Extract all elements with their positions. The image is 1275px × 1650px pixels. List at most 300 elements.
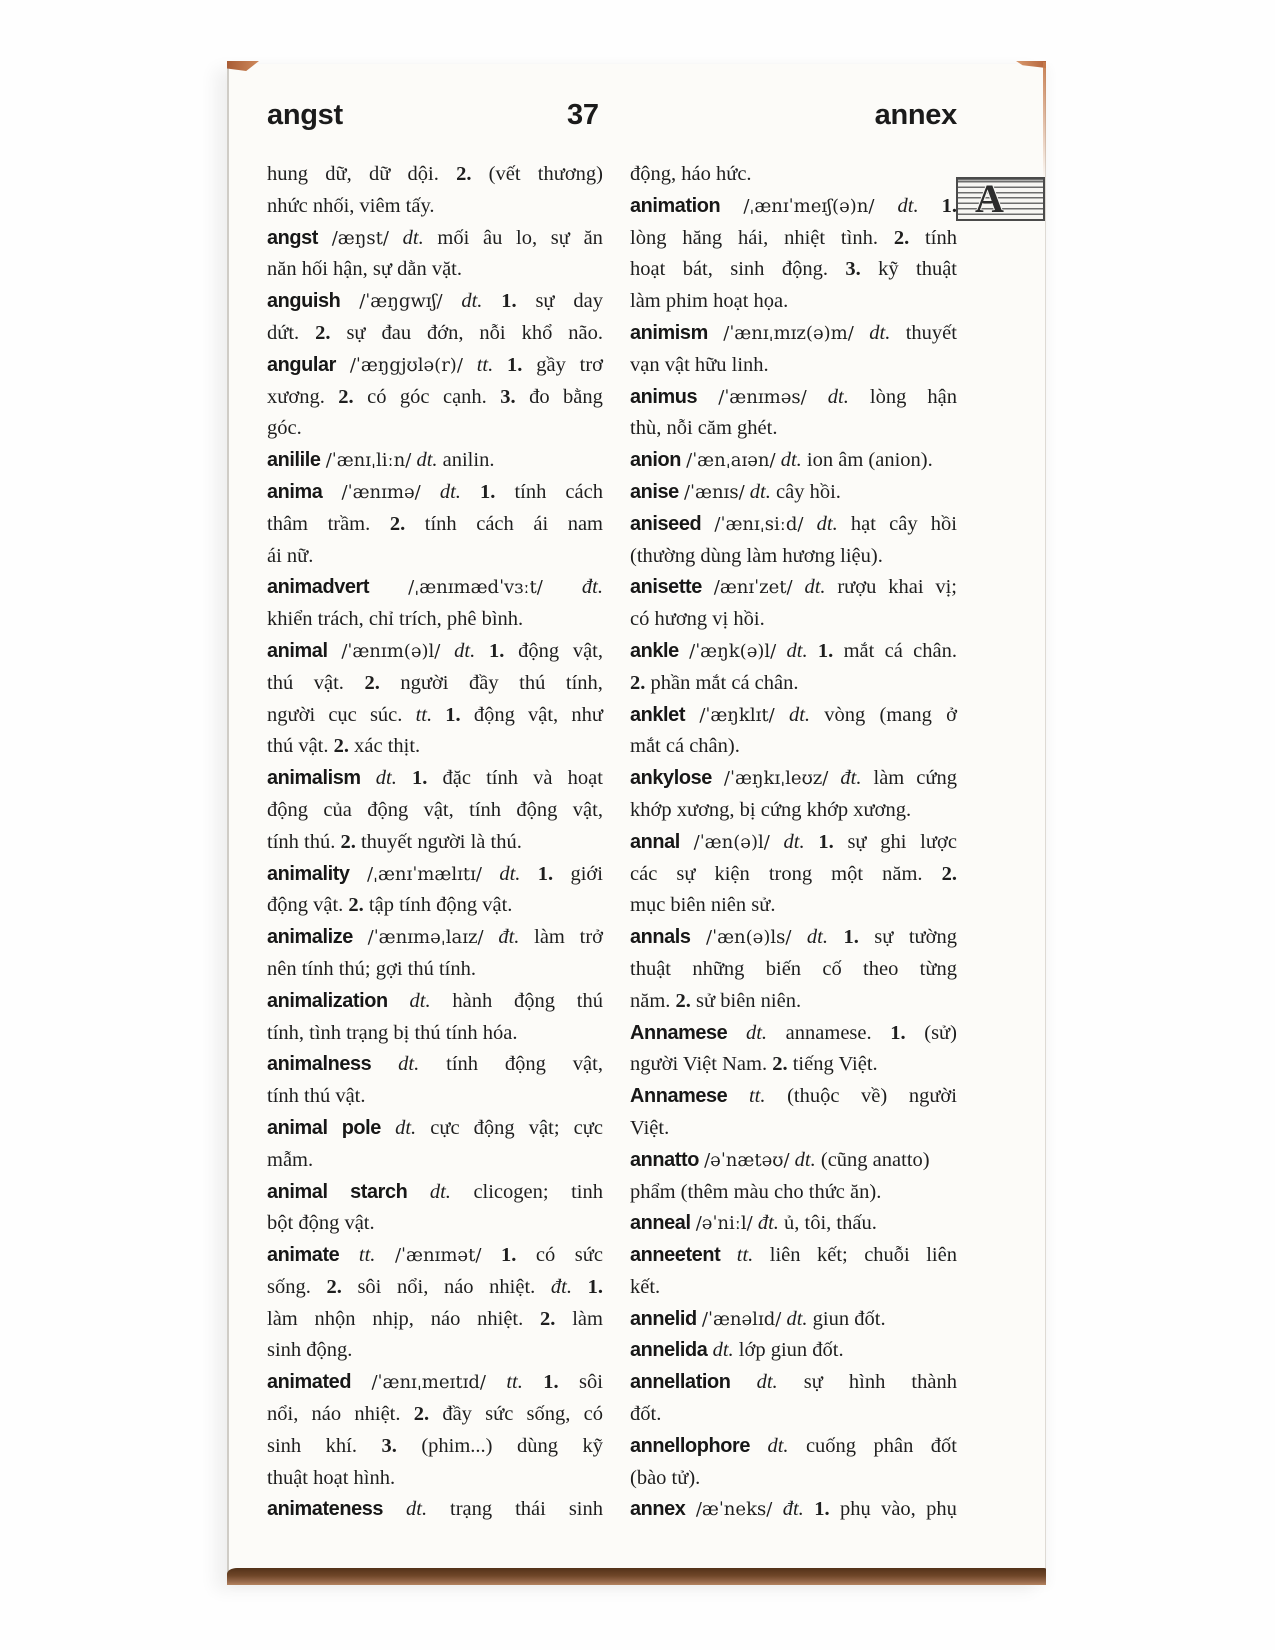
text-segment: 2. [333, 735, 349, 758]
text-segment: mắt [843, 639, 875, 662]
text-segment: người [400, 671, 449, 694]
text-segment: đầy [442, 1403, 472, 1426]
text-segment: 2. [630, 671, 646, 694]
text-segment: đớn, [427, 321, 464, 344]
text-segment: lo, [516, 226, 538, 249]
text-segment: trở [579, 926, 603, 949]
text-segment: sử biên niên. [696, 989, 802, 1012]
dictionary-line [630, 1049, 957, 1081]
text-segment: theo [863, 957, 899, 980]
text-segment: dt. [788, 703, 811, 726]
text-segment: động vật. [267, 894, 344, 917]
text-segment: giới [570, 862, 603, 885]
dictionary-line [630, 382, 957, 414]
dictionary-line [267, 1431, 603, 1463]
text-segment: những [692, 957, 745, 980]
text-segment: góc [399, 385, 430, 408]
dictionary-line [267, 318, 603, 350]
text-segment: 1. [488, 639, 505, 662]
dictionary-line [267, 477, 603, 509]
dictionary-line [630, 413, 957, 445]
headword: animal [267, 1116, 328, 1139]
text-segment: tiếng Việt. [792, 1053, 878, 1076]
text-segment: gầy [536, 353, 566, 376]
text-segment: cuống [805, 1434, 857, 1457]
text-segment: sinh [267, 1434, 302, 1457]
dictionary-line [267, 795, 603, 827]
text-segment: /ˈænɪˌsiːd/ [714, 513, 804, 535]
text-segment: cạnh. [442, 385, 487, 408]
text-segment: 2. [413, 1403, 430, 1426]
dictionary-line [267, 890, 603, 922]
text-segment: sự [676, 862, 696, 885]
dictionary-line [630, 859, 957, 891]
text-segment: đt. [840, 767, 862, 790]
text-segment: 2. [338, 385, 354, 408]
dictionary-line [267, 1240, 603, 1272]
text-segment: nhiệt [784, 226, 826, 249]
text-segment: làm [267, 1307, 298, 1330]
text-segment: mắt cá chân). [630, 735, 740, 758]
text-segment: khí. [325, 1434, 357, 1457]
text-segment: phần mắt cá chân. [650, 671, 799, 694]
text-segment: 1. [445, 703, 461, 726]
dictionary-line [630, 572, 957, 604]
headword: animal [267, 639, 328, 662]
text-segment: làm [873, 767, 905, 790]
dictionary-line [267, 159, 603, 191]
headword: animadvert [267, 576, 370, 599]
text-segment: náo [430, 1307, 461, 1330]
headword: annal [630, 830, 680, 853]
dictionary-line [267, 1049, 603, 1081]
dictionary-line [630, 318, 957, 350]
text-segment: cực [573, 1116, 603, 1139]
dictionary-line [630, 509, 957, 541]
dictionary-line [630, 1494, 957, 1526]
text-segment: 2. [389, 512, 406, 535]
text-segment: có hương vị hồi. [630, 608, 765, 631]
text-segment: 1. [479, 480, 496, 503]
text-segment: khai [888, 576, 924, 599]
guideword-right: annex [874, 99, 957, 131]
text-segment: năm. [630, 989, 671, 1012]
dictionary-line [267, 1018, 603, 1050]
text-segment: 2. [772, 1053, 788, 1076]
text-segment: hình [848, 1371, 886, 1394]
text-segment: dt. [375, 767, 397, 790]
text-segment: sức [485, 1403, 514, 1426]
text-segment: dt. [461, 290, 483, 313]
text-segment: 2. [315, 321, 331, 344]
text-segment: mục biên niên sử. [630, 894, 776, 917]
dictionary-line [630, 636, 957, 668]
text-segment: biến [765, 957, 802, 980]
text-segment: đầy [469, 671, 499, 694]
dictionary-line [267, 731, 603, 763]
text-segment: 1. [814, 1498, 830, 1521]
text-segment: (vết [488, 163, 521, 185]
dictionary-line [630, 159, 957, 191]
text-segment: dt. [416, 449, 438, 472]
text-segment: 3. [845, 258, 861, 281]
text-segment: 1. [843, 926, 859, 949]
text-segment: /ænɪˈzet/ [713, 577, 793, 599]
corner-mark-top-right [1016, 61, 1046, 68]
headword: animated [267, 1371, 352, 1394]
text-segment: day [573, 290, 603, 313]
headword: anise [630, 480, 679, 503]
text-segment: sức [574, 1244, 603, 1267]
text-segment: dt. [398, 1053, 420, 1076]
text-segment: vật, [423, 798, 454, 821]
text-segment: nhịp, [372, 1307, 414, 1330]
text-segment: sự [803, 1371, 823, 1394]
text-segment: sống, [526, 1403, 571, 1426]
dictionary-line [267, 191, 603, 223]
text-segment: /ˈænɪmə/ [341, 481, 421, 503]
text-segment: làm phim hoạt họa. [630, 290, 789, 313]
text-segment: ở [946, 703, 957, 726]
text-segment: vật; [528, 1116, 560, 1139]
text-segment: 1. [941, 194, 957, 217]
text-segment: dt. [745, 1021, 768, 1044]
text-segment: /əˈnætəʊ/ [704, 1149, 790, 1171]
column-right [630, 159, 957, 1526]
text-segment: /ˌænɪmædˈvɜːt/ [408, 577, 543, 599]
text-segment: dt. [712, 1339, 734, 1362]
text-segment: (thuộc [787, 1085, 840, 1108]
dictionary-line [267, 1463, 603, 1495]
text-segment: 2. [941, 862, 957, 885]
text-segment: động. [781, 258, 828, 281]
text-segment: hành [452, 989, 493, 1012]
text-segment: sống. [267, 1275, 311, 1298]
text-segment: mối [437, 226, 470, 249]
text-segment: dt. [402, 226, 424, 249]
headword: animus [630, 385, 698, 408]
text-segment: 1. [587, 1275, 603, 1298]
text-segment: đốt. [630, 1403, 662, 1426]
text-segment: tính [424, 512, 457, 535]
dictionary-line [630, 191, 957, 223]
text-segment: thù, nỗi căm ghét. [630, 417, 778, 440]
dictionary-line [630, 477, 957, 509]
text-segment: tt. [506, 1371, 523, 1394]
text-segment: tính [514, 480, 547, 503]
text-segment: động, háo hức. [630, 163, 752, 185]
text-segment: lòng [630, 226, 667, 249]
headword: animal [267, 1180, 328, 1203]
text-segment: nổi, [397, 1275, 429, 1298]
text-segment: sự [535, 290, 555, 313]
text-segment: thuật [916, 258, 957, 281]
text-segment: các [630, 862, 658, 885]
text-segment: sôi [579, 1371, 603, 1394]
headword: animism [630, 321, 708, 344]
text-segment: tt. [358, 1244, 376, 1267]
running-head [267, 97, 957, 135]
text-segment: dữ, [325, 163, 352, 185]
text-segment: sinh động. [267, 1339, 353, 1362]
text-segment: hung [267, 163, 308, 185]
text-segment: kết. [630, 1275, 661, 1298]
text-segment: sự [346, 321, 366, 344]
text-segment: hoạt [630, 258, 666, 281]
dictionary-line [630, 1431, 957, 1463]
corner-mark-top-left [227, 61, 259, 71]
text-segment: về) [861, 1085, 888, 1108]
text-segment: tính thú vật. [267, 1085, 366, 1108]
text-segment: như [571, 703, 603, 726]
text-segment: dt. [783, 830, 805, 853]
text-segment: khớp xương, bị cứng khớp xương. [630, 798, 912, 821]
text-segment: và [533, 767, 553, 790]
text-segment: liên [769, 1244, 801, 1267]
text-segment: bát, [682, 258, 713, 281]
thumb-index-letter: A [975, 176, 1004, 221]
text-segment: tính [486, 767, 519, 790]
text-segment: /əˈniːl/ [695, 1213, 753, 1235]
text-segment: 1. [507, 353, 523, 376]
text-segment: náo [311, 1403, 342, 1426]
text-segment: phụ [926, 1498, 957, 1521]
text-segment: ăn [583, 226, 603, 249]
text-segment: 1. [543, 1371, 559, 1394]
text-segment: dt. [794, 1148, 816, 1171]
text-segment: dt. [827, 385, 849, 408]
text-segment: có [535, 1244, 556, 1267]
text-segment: hái, [738, 226, 769, 249]
headword: ankylose [630, 767, 712, 790]
text-segment: thương) [537, 163, 603, 185]
text-segment: tính, [565, 671, 603, 694]
text-segment: rượu [837, 576, 877, 599]
text-segment: /æŋst/ [331, 227, 389, 249]
dictionary-line [267, 350, 603, 382]
text-segment: dứt. [267, 321, 300, 344]
dictionary-line [630, 604, 957, 636]
column-left [267, 159, 603, 1526]
dictionary-line [630, 827, 957, 859]
text-segment: 2. [364, 671, 380, 694]
text-segment: trơ [579, 353, 603, 376]
text-segment: đốt [930, 1434, 957, 1457]
text-segment: 2. [893, 226, 910, 249]
text-segment: 3. [381, 1434, 397, 1457]
text-segment: 1. [412, 767, 428, 790]
text-segment: /ˌænɪˈmælɪtɪ/ [366, 863, 482, 885]
dictionary-line [267, 1399, 603, 1431]
dictionary-line [267, 1113, 603, 1145]
text-segment: 2. [340, 830, 356, 853]
dictionary-line [630, 890, 957, 922]
text-segment: đt. [581, 576, 603, 599]
dictionary-line [267, 986, 603, 1018]
text-segment: /ˈæŋk(ə)l/ [689, 640, 777, 662]
text-segment: nỗi [479, 321, 506, 344]
text-segment: tt. [736, 1244, 754, 1267]
headword: anisette [630, 576, 702, 599]
text-segment: dt. [429, 1180, 451, 1203]
headword: angst [267, 226, 319, 249]
text-segment: xác thịt. [354, 735, 421, 758]
headword: animalism [267, 767, 361, 790]
text-segment: vật, [572, 1053, 603, 1076]
text-segment: nên tính thú; gợi thú tính. [267, 957, 477, 980]
text-segment: tinh [571, 1180, 603, 1203]
text-segment: /ˈænɪməˌlaɪz/ [367, 927, 484, 949]
text-segment: chuỗi [864, 1244, 910, 1267]
text-segment: /ˈæn(ə)ls/ [706, 927, 792, 949]
dictionary-line [630, 986, 957, 1018]
dictionary-line [630, 350, 957, 382]
dictionary-line [267, 668, 603, 700]
text-segment: liên [926, 1244, 957, 1267]
text-segment: trầm. [327, 512, 371, 535]
headword: Annamese [630, 1021, 728, 1044]
text-segment: thú [267, 671, 294, 694]
dictionary-line [630, 1081, 957, 1113]
book-cover-edge-bottom [227, 1568, 1046, 1585]
text-segment: tính [469, 798, 502, 821]
text-segment: nhộn [314, 1307, 356, 1330]
text-segment: /ˈænɪm(ə)l/ [341, 640, 441, 662]
text-segment: 1. [537, 862, 554, 885]
text-segment: thái [515, 1498, 546, 1521]
text-segment: dt. [454, 639, 476, 662]
text-segment: đau [381, 321, 412, 344]
text-segment: /ˈænɪˌmɪz(ə)m/ [723, 322, 854, 344]
text-segment: thuật [630, 957, 671, 980]
text-segment: cá [884, 639, 903, 662]
text-segment: xương. [267, 385, 325, 408]
text-segment: năn hối hận, sự dằn vặt. [267, 258, 463, 281]
text-segment: dt. [806, 926, 828, 949]
dictionary-line [267, 509, 603, 541]
text-segment: ghi [880, 830, 907, 853]
headword: anima [267, 480, 323, 503]
text-segment: người [267, 703, 316, 726]
text-segment: tập tính động vật. [368, 894, 513, 917]
dictionary-line [630, 954, 957, 986]
text-segment: dt. [786, 639, 808, 662]
text-segment: kiện [714, 862, 750, 885]
text-segment: người Việt Nam. [630, 1053, 768, 1076]
dictionary-line [630, 763, 957, 795]
text-segment: khiển trách, chỉ trích, phê bình. [267, 608, 524, 631]
text-segment: mẫm. [267, 1148, 314, 1171]
dictionary-line [630, 1272, 957, 1304]
text-segment: ái [533, 512, 549, 535]
text-segment: tính [925, 226, 957, 249]
dictionary-line [630, 700, 957, 732]
dictionary-line [267, 859, 603, 891]
dictionary-line [630, 1399, 957, 1431]
text-segment: thuyết người là thú. [360, 830, 522, 853]
text-segment: dt. [406, 1498, 428, 1521]
text-segment: dữ [368, 163, 391, 185]
headword: annelid [630, 1307, 697, 1330]
text-segment: dt. [816, 512, 838, 535]
dictionary-line [267, 1177, 603, 1209]
text-segment: bột động vật. [267, 1212, 375, 1235]
text-segment: dt. [409, 989, 431, 1012]
dictionary-line [267, 1081, 603, 1113]
text-segment: tt. [476, 353, 494, 376]
text-segment: động [516, 798, 558, 821]
text-segment: tính [446, 1053, 479, 1076]
text-segment: 2. [348, 894, 364, 917]
dictionary-line [630, 1177, 957, 1209]
dictionary-line [267, 1304, 603, 1336]
text-segment: thành [911, 1371, 957, 1394]
text-segment: thú vật. [267, 735, 329, 758]
text-segment: dt. [804, 576, 826, 599]
text-segment: dt. [749, 480, 771, 503]
dictionary-line [630, 1208, 957, 1240]
dictionary-line [267, 763, 603, 795]
text-segment: động [514, 989, 556, 1012]
text-segment: trạng [450, 1498, 493, 1521]
text-segment: phụ [839, 1498, 871, 1521]
dictionary-line [630, 668, 957, 700]
text-segment: vật, [572, 639, 603, 662]
dictionary-line [630, 223, 957, 255]
text-segment: (phim...) [421, 1434, 493, 1457]
headword: animality [267, 862, 350, 885]
text-segment: tình. [840, 226, 878, 249]
text-segment: sinh [730, 258, 765, 281]
headword: animateness [267, 1498, 384, 1521]
text-segment: náo [443, 1275, 474, 1298]
text-segment: hồi [930, 512, 957, 535]
dictionary-line [267, 445, 603, 477]
text-segment: annamese. [785, 1021, 872, 1044]
dictionary-line [630, 286, 957, 318]
text-segment: động [267, 798, 308, 821]
dictionary-line [630, 1463, 957, 1495]
text-segment: dt. [780, 449, 802, 472]
dictionary-line [630, 731, 957, 763]
text-segment: từng [919, 957, 957, 980]
headword: animalization [267, 989, 388, 1012]
text-segment: vòng [824, 703, 866, 726]
text-segment: năm. [882, 862, 923, 885]
text-segment: người [908, 1085, 957, 1108]
text-segment: sinh [568, 1498, 603, 1521]
text-segment: thuyết [905, 321, 957, 344]
headword: annex [630, 1498, 686, 1521]
headword: starch [350, 1180, 408, 1203]
text-segment: nhiệt. [477, 1307, 524, 1330]
headword: animate [267, 1244, 340, 1267]
dictionary-line [267, 1272, 603, 1304]
text-segment: lớp giun đốt. [738, 1339, 844, 1362]
headword: anneetent [630, 1244, 721, 1267]
text-segment: vật, [528, 703, 559, 726]
dictionary-line [630, 1240, 957, 1272]
text-segment: sự [847, 830, 867, 853]
text-segment: cách [476, 512, 514, 535]
text-segment: cực [430, 1116, 460, 1139]
dictionary-line [267, 1367, 603, 1399]
text-segment: dùng [517, 1434, 558, 1457]
text-segment: có [583, 1403, 603, 1426]
text-segment: vật. [313, 671, 344, 694]
text-segment: động [473, 1116, 515, 1139]
text-segment: 2. [456, 163, 472, 185]
